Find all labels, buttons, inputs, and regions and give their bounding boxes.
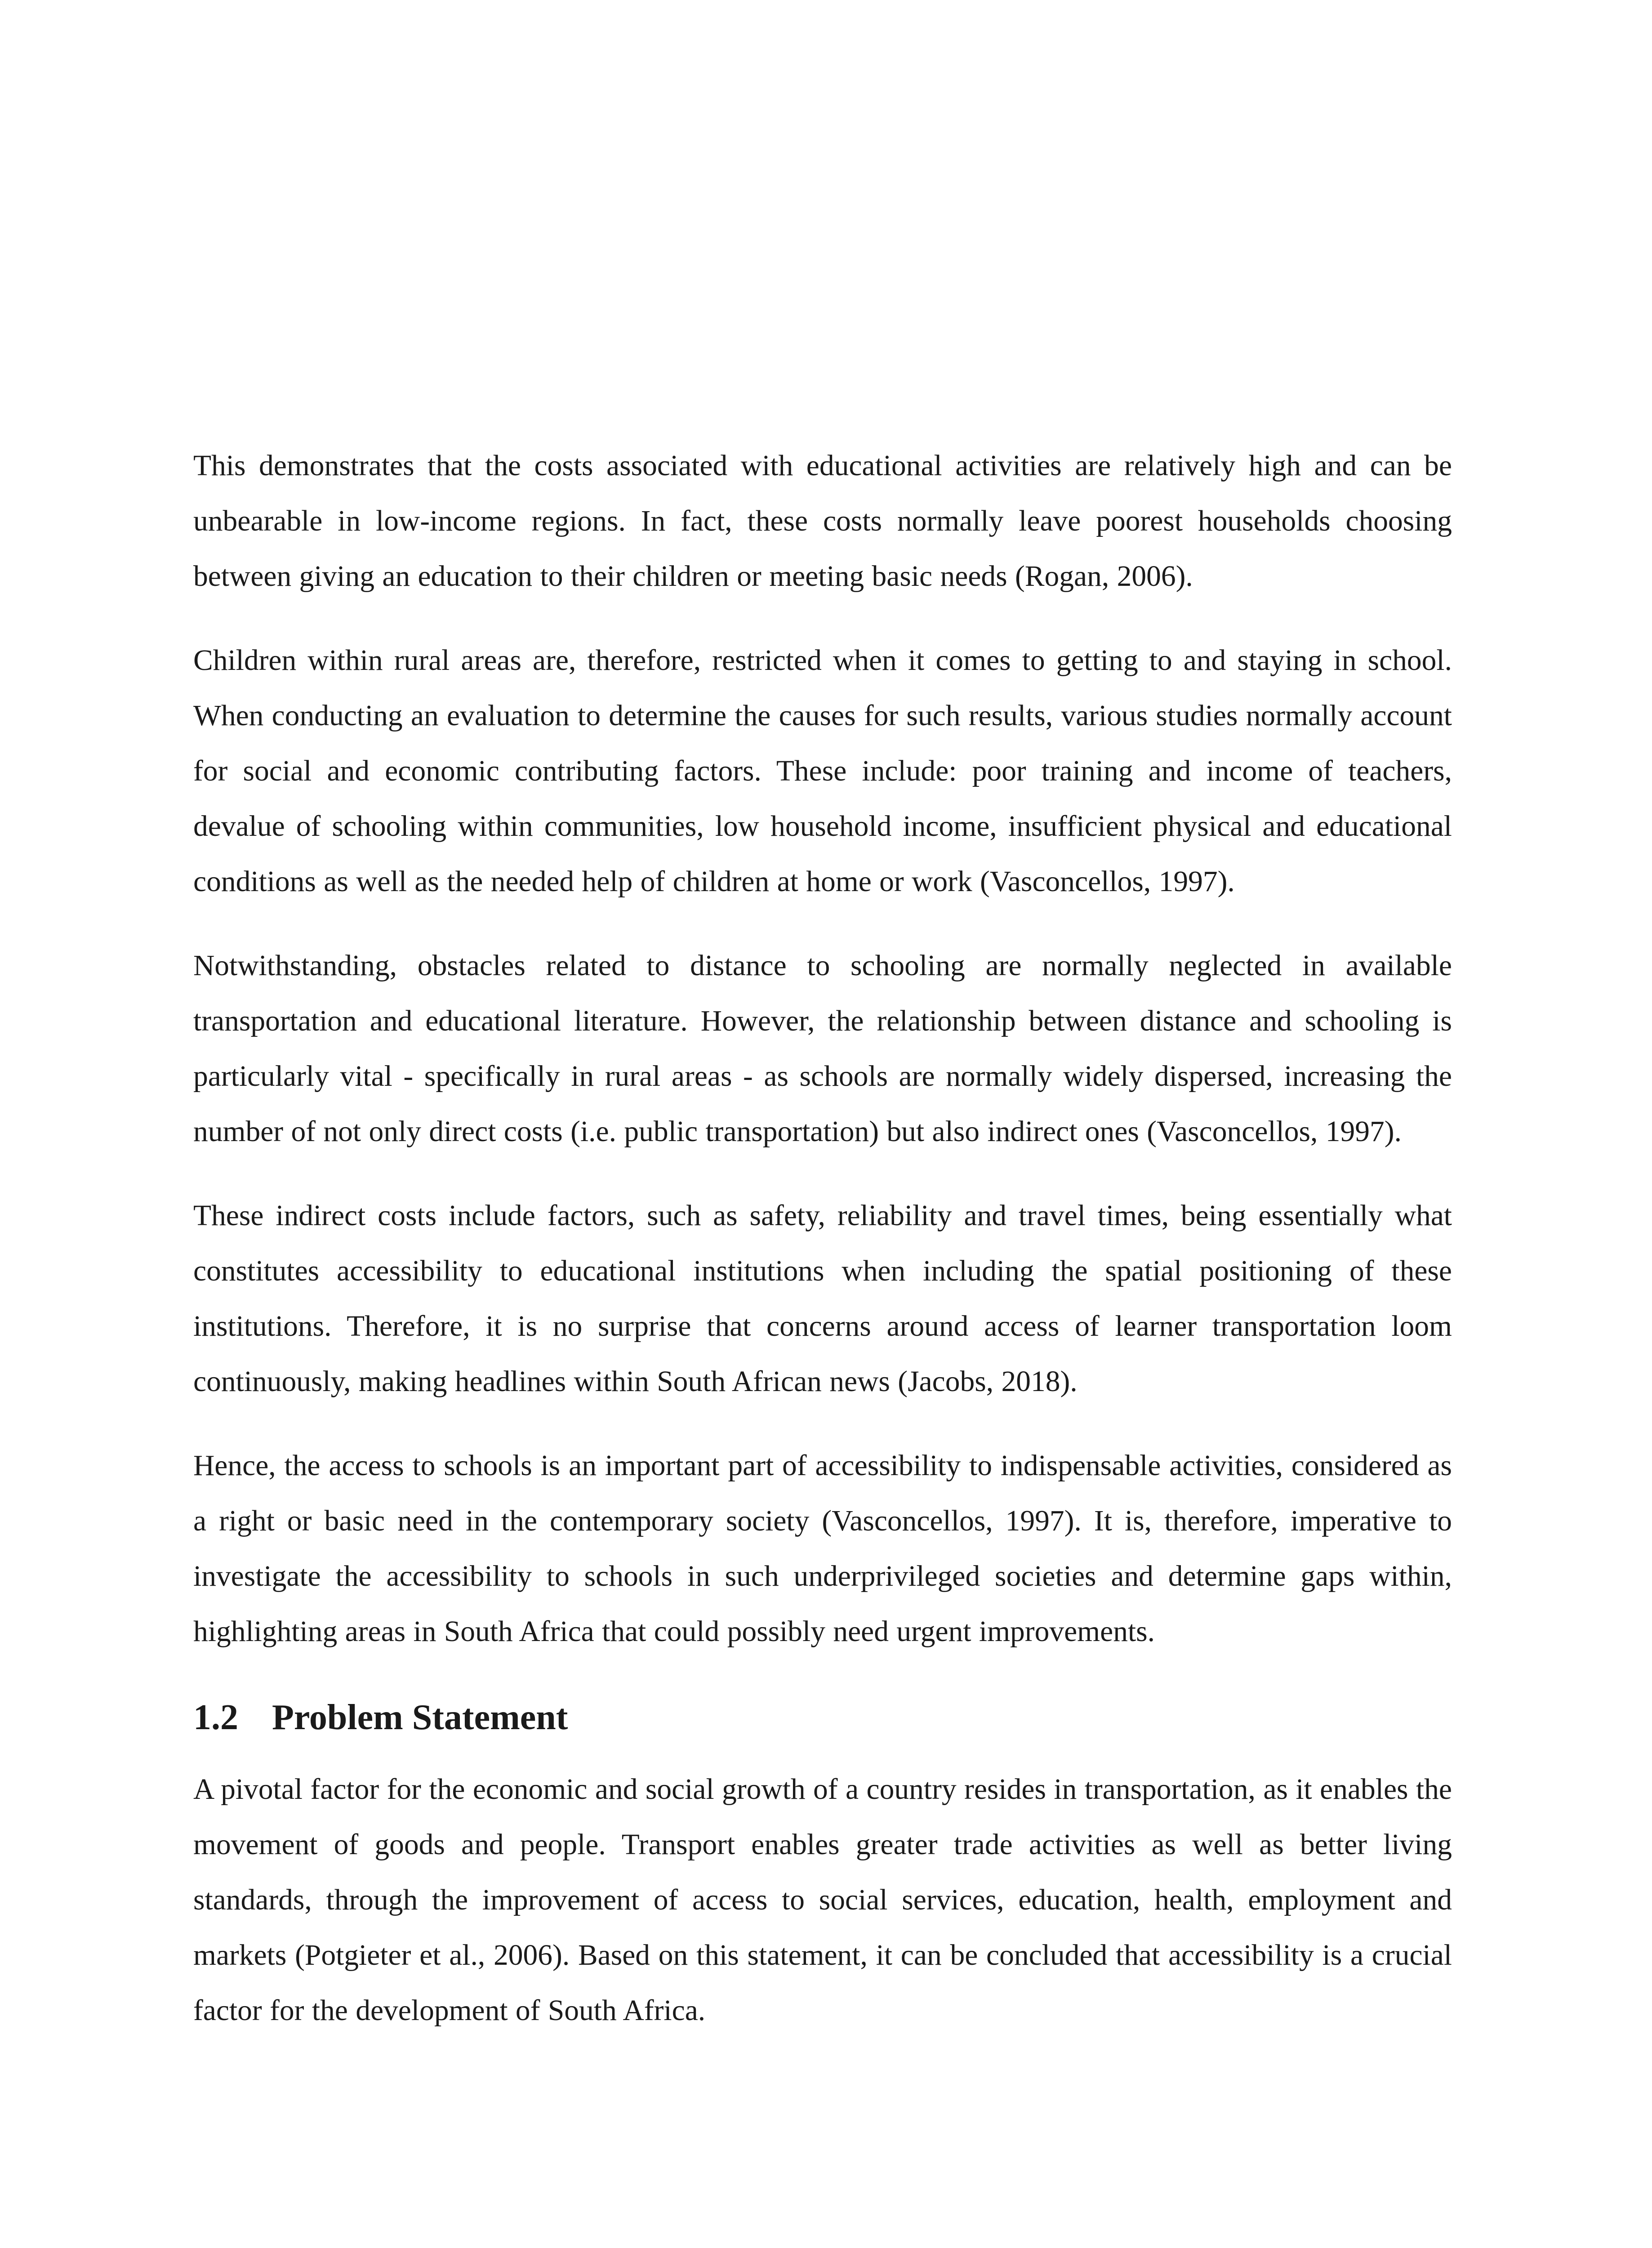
body-paragraph: Children within rural areas are, therefore, restricted when it comes to getting to and staying in school. When conducting an evaluation to determine the causes for such results, various studies normally account for social and economic contributing factors. These include: poor training and income of teachers, devalue of schooling within communities, low household income, insufficient physical and educational conditions as well as the needed help of children at home or work (Vasconcellos, 1997). bbox=[193, 644, 1452, 898]
page-body bbox=[193, 438, 1452, 2067]
body-paragraph: Hence, the access to schools is an important part of accessibility to indispensable activities, considered as a right or basic need in the contemporary society (Vasconcellos, 1997). It is, therefore, imperative to investigate the accessibility to schools in such underprivileged societies and determine gaps within, highlighting areas in South Africa that could possibly need urgent improvements. bbox=[193, 1450, 1452, 1648]
section-number: 1.2 bbox=[193, 1698, 238, 1737]
body-paragraph: These indirect costs include factors, such as safety, reliability and travel times, being essentially what constitutes accessibility to educational institutions when including the spatial positioning of these institutions. Therefore, it is no surprise that concerns around access of learner transportation loom continuously, making headlines within South African news (Jacobs, 2018). bbox=[193, 1200, 1452, 1398]
section-title: Problem Statement bbox=[272, 1698, 568, 1737]
section-heading bbox=[193, 1693, 1452, 1742]
body-paragraph: A pivotal factor for the economic and social growth of a country resides in transportation, as it enables the movement of goods and people. Transport enables greater trade activities as well as better living standards, through the improvement of access to social services, education, health, employment and markets (Potgieter et al., 2006). Based on this statement, it can be concluded that accessibility is a crucial factor for the development of South Africa. bbox=[193, 1773, 1452, 2027]
body-paragraph: This demonstrates that the costs associated with educational activities are relatively high and can be unbearable in low-income regions. In fact, these costs normally leave poorest households choosing between giving an education to their children or meeting basic needs (Rogan, 2006). bbox=[193, 450, 1452, 593]
body-paragraph: Notwithstanding, obstacles related to distance to schooling are normally neglected in available transportation and educational literature. However, the relationship between distance and schooling is particularly vital - specifically in rural areas - as schools are normally widely dispersed, increasing the number of not only direct costs (i.e. public transportation) but also indirect ones (Vasconcellos, 1997). bbox=[193, 950, 1452, 1148]
